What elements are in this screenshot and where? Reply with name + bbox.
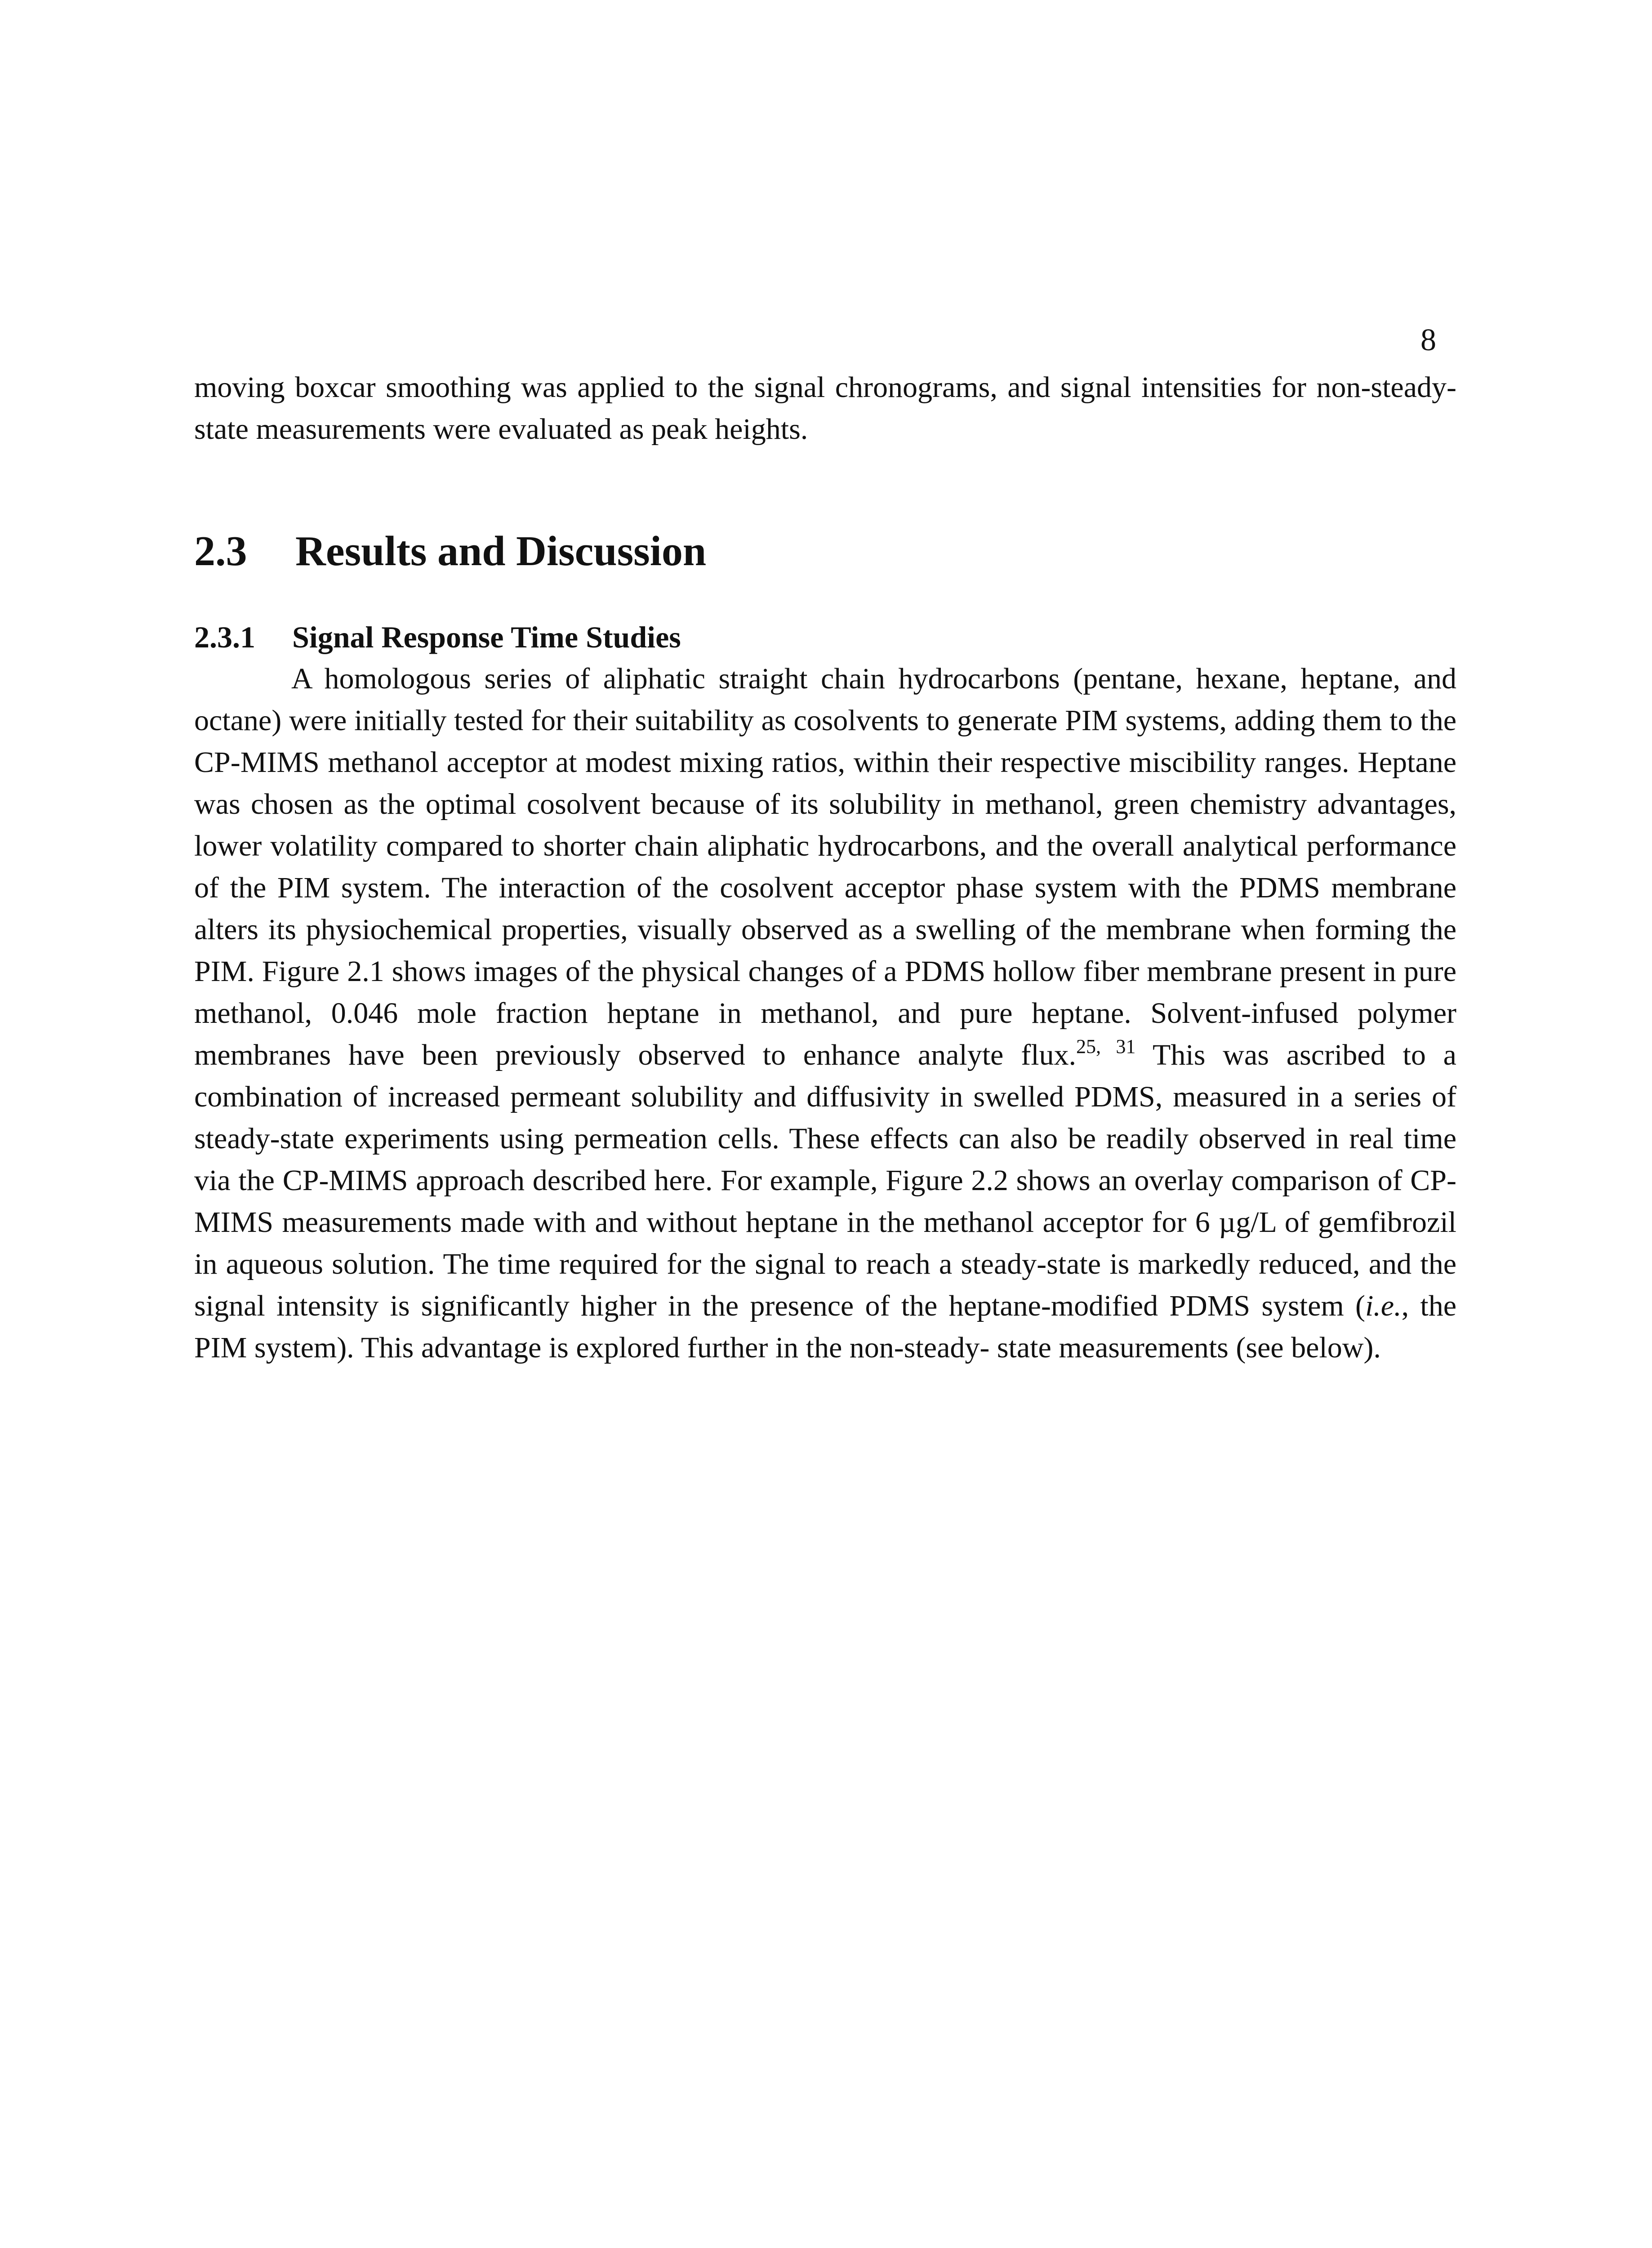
main-paragraph (194, 658, 1456, 1369)
section-title: Results and Discussion (295, 528, 707, 575)
main-paragraph-part2: This was ascribed to a combination of increased permeant solubility and diffusivity in swelled PDMS, measured in a series of steady-state experiments using permeation cells. These effects can also be readily observed in real time via the CP-MIMS approach described here. For example, Figure 2.2 shows an overlay comparison of CP-MIMS measurements made with and without heptane in the methanol acceptor for 6 µg/L of gemfibrozil in aqueous solution. The time required for the signal to reach a steady-state is markedly reduced, and the signal intensity is significantly higher in the presence of the heptane-modified PDMS system ( (194, 1039, 1456, 1322)
subsection-title: Signal Response Time Studies (292, 620, 681, 654)
citation-superscript: 25, 31 (1076, 1035, 1136, 1057)
main-paragraph-part3: , the PIM system). This advantage is explored further in the non-steady- state measurements (see below). (194, 1289, 1456, 1364)
subsection-heading (194, 619, 681, 656)
section-heading (194, 526, 706, 577)
main-paragraph-part1: A homologous series of aliphatic straight chain hydrocarbons (pentane, hexane, heptane, and octane) were initially tested for their suitability as cosolvents to generate PIM systems, adding them to the CP-MIMS methanol acceptor at modest mixing ratios, within their respective miscibility ranges. Heptane was chosen as the optimal cosolvent because of its solubility in methanol, green chemistry advantages, lower volatility compared to shorter chain aliphatic hydrocarbons, and the overall analytical performance of the PIM system. The interaction of the cosolvent acceptor phase system with the PDMS membrane alters its physiochemical properties, visually observed as a swelling of the membrane when forming the PIM. Figure 2.1 shows images of the physical changes of a PDMS hollow fiber membrane present in pure methanol, 0.046 mole fraction heptane in methanol, and pure heptane. Solvent-infused polymer membranes have been previously observed to enhance analyte flux. (194, 662, 1456, 1071)
ie-italic: i.e. (1365, 1289, 1402, 1322)
page-number: 8 (1420, 323, 1436, 357)
section-number: 2.3 (194, 528, 247, 575)
continued-paragraph: moving boxcar smoothing was applied to the signal chronograms, and signal intensities for non-steady-state measurements were evaluated as peak heights. (194, 371, 1456, 446)
subsection-number: 2.3.1 (194, 620, 255, 654)
